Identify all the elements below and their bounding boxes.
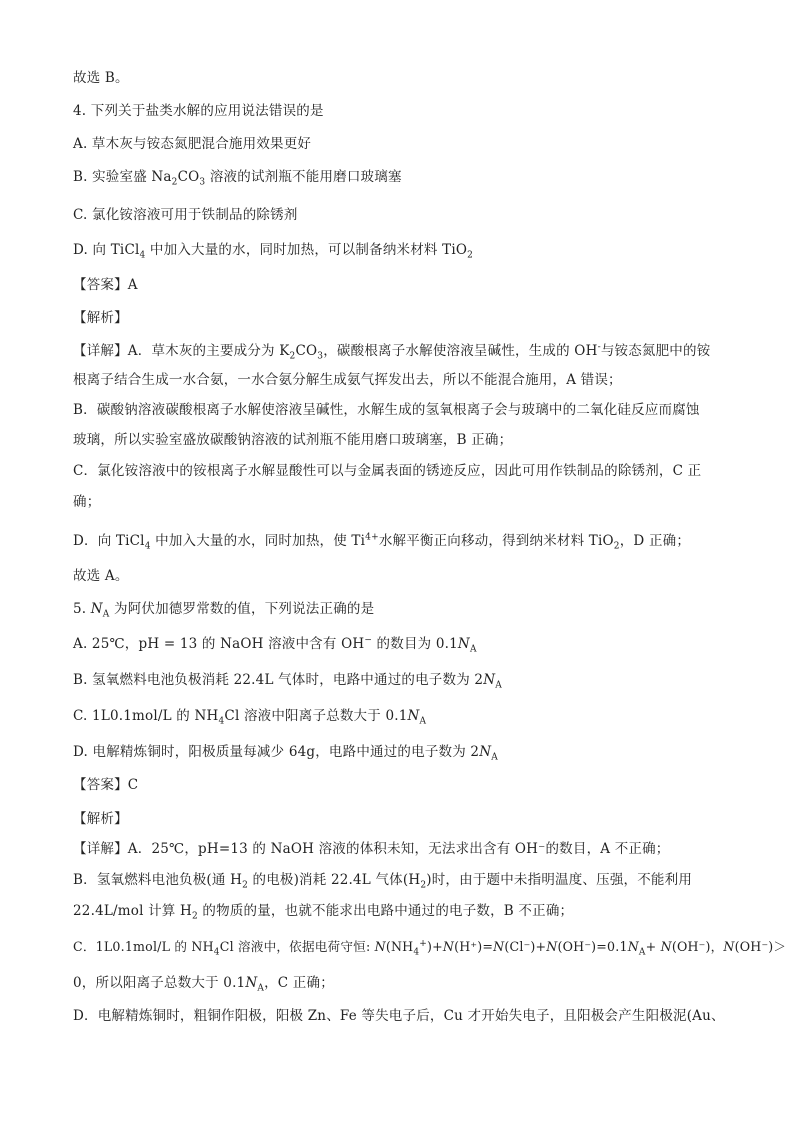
q4-option-d: D. 向 TiCl$_4$ 中加入大量的水，同时加热，可以制备纳米材料 TiO$_2$ (73, 242, 474, 261)
q5-option-d: D. 电解精炼铜时，阳极质量每减少 64g，电路中通过的电子数为 $2N_A$ (73, 744, 498, 763)
q4-detail-line-6: 确； (73, 494, 101, 510)
q4-analysis-heading: 【解析】 (73, 310, 128, 326)
q5-analysis-heading: 【解析】 (73, 811, 128, 827)
q5-detail-line-5: 0，所以阳离子总数大于 $0.1N_A$，C 正确； (73, 975, 334, 994)
q4-detail-line-7: D．向 TiCl$_4$ 中加入大量的水，同时加热，使 $Ti^{4+}$水解平衡正向移动，得到纳米材料 TiO$_2$，D 正确； (73, 532, 691, 552)
q4-option-a: A. 草木灰与铵态氮肥混合施用效果更好 (73, 136, 312, 152)
q4-detail-line-1: 【详解】A．草木灰的主要成分为 $K_2CO_3$，碳酸根离子水解使溶液呈碱性，生成的 OH-与铵态氮肥中的铵 (73, 342, 711, 362)
q4-detail-line-4: 玻璃，所以实验室盛放碳酸钠溶液的试剂瓶不能用磨口玻璃塞，B 正确； (73, 432, 513, 448)
q4-answer: 【答案】A (73, 277, 138, 293)
q3-conclusion: 故选 B。 (73, 70, 129, 86)
q5-answer: 【答案】C (73, 777, 139, 793)
q4-conclusion: 故选 A。 (73, 568, 129, 584)
q4-detail-line-2: 根离子结合生成一水合氨，一水合氨分解生成氨气挥发出去，所以不能混合施用，A 错误； (73, 372, 622, 388)
q5-option-c: C. 1L0.1mol/L 的 $NH_4Cl$ 溶液中阳离子总数大于 $0.1N_A$ (73, 708, 427, 727)
q5-detail-line-4: C．1L0.1mol/L 的 $NH_4Cl$ 溶液中，依据电荷守恒: $N(NH_4^+)+N(H^+)=N(Cl^-)+N(OH^-)=0.1N_A+ N(OH^-)$，N(OH⁻)＞ (73, 938, 787, 958)
q4-detail-line-5: C．氯化铵溶液中的铵根离子水解显酸性可以与金属表面的锈迹反应，因此可用作铁制品的除锈剂，C 正 (73, 463, 702, 479)
q5-stem: 5. $N_A$ 为阿伏加德罗常数的值，下列说法正确的是 (73, 601, 375, 620)
q5-detail-line-2: B．氢氧燃料电池负极(通 $H_2$ 的电极)消耗 22.4L 气体$(H_2)$时，由于题中未指明温度、压强，不能利用 (73, 872, 693, 891)
q4-stem: 4. 下列关于盐类水解的应用说法错误的是 (73, 103, 324, 119)
q5-detail-line-1: 【详解】A．25℃，pH=13 的 NaOH 溶液的体积未知，无法求出含有 OH⁻的数目，A 不正确； (73, 841, 670, 857)
q5-option-b: B. 氢氧燃料电池负极消耗 22.4L 气体时，电路中通过的电子数为 $2N_A$ (73, 672, 502, 691)
q5-detail-line-3: 22.4L/mol 计算 $H_2$ 的物质的量，也就不能求出电路中通过的电子数，B 不正确； (73, 903, 574, 922)
q4-option-b: B. 实验室盛 $Na_2CO_3$ 溶液的试剂瓶不能用磨口玻璃塞 (73, 169, 402, 188)
q5-detail-line-6: D．电解精炼铜时，粗铜作阳极，阳极 Zn、Fe 等失电子后，Cu 才开始失电子，且阳极会产生阳极泥(Au、 (73, 1008, 725, 1024)
q5-option-a: A. 25℃，pH = 13 的 NaOH 溶液中含有 OH− 的数目为 $0.1N_A$ (73, 635, 477, 655)
q4-option-c: C. 氯化铵溶液可用于铁制品的除锈剂 (73, 207, 298, 223)
q4-detail-line-3: B．碳酸钠溶液碳酸根离子水解使溶液呈碱性，水解生成的氢氧根离子会与玻璃中的二氧化硅反应而腐蚀 (73, 402, 700, 418)
